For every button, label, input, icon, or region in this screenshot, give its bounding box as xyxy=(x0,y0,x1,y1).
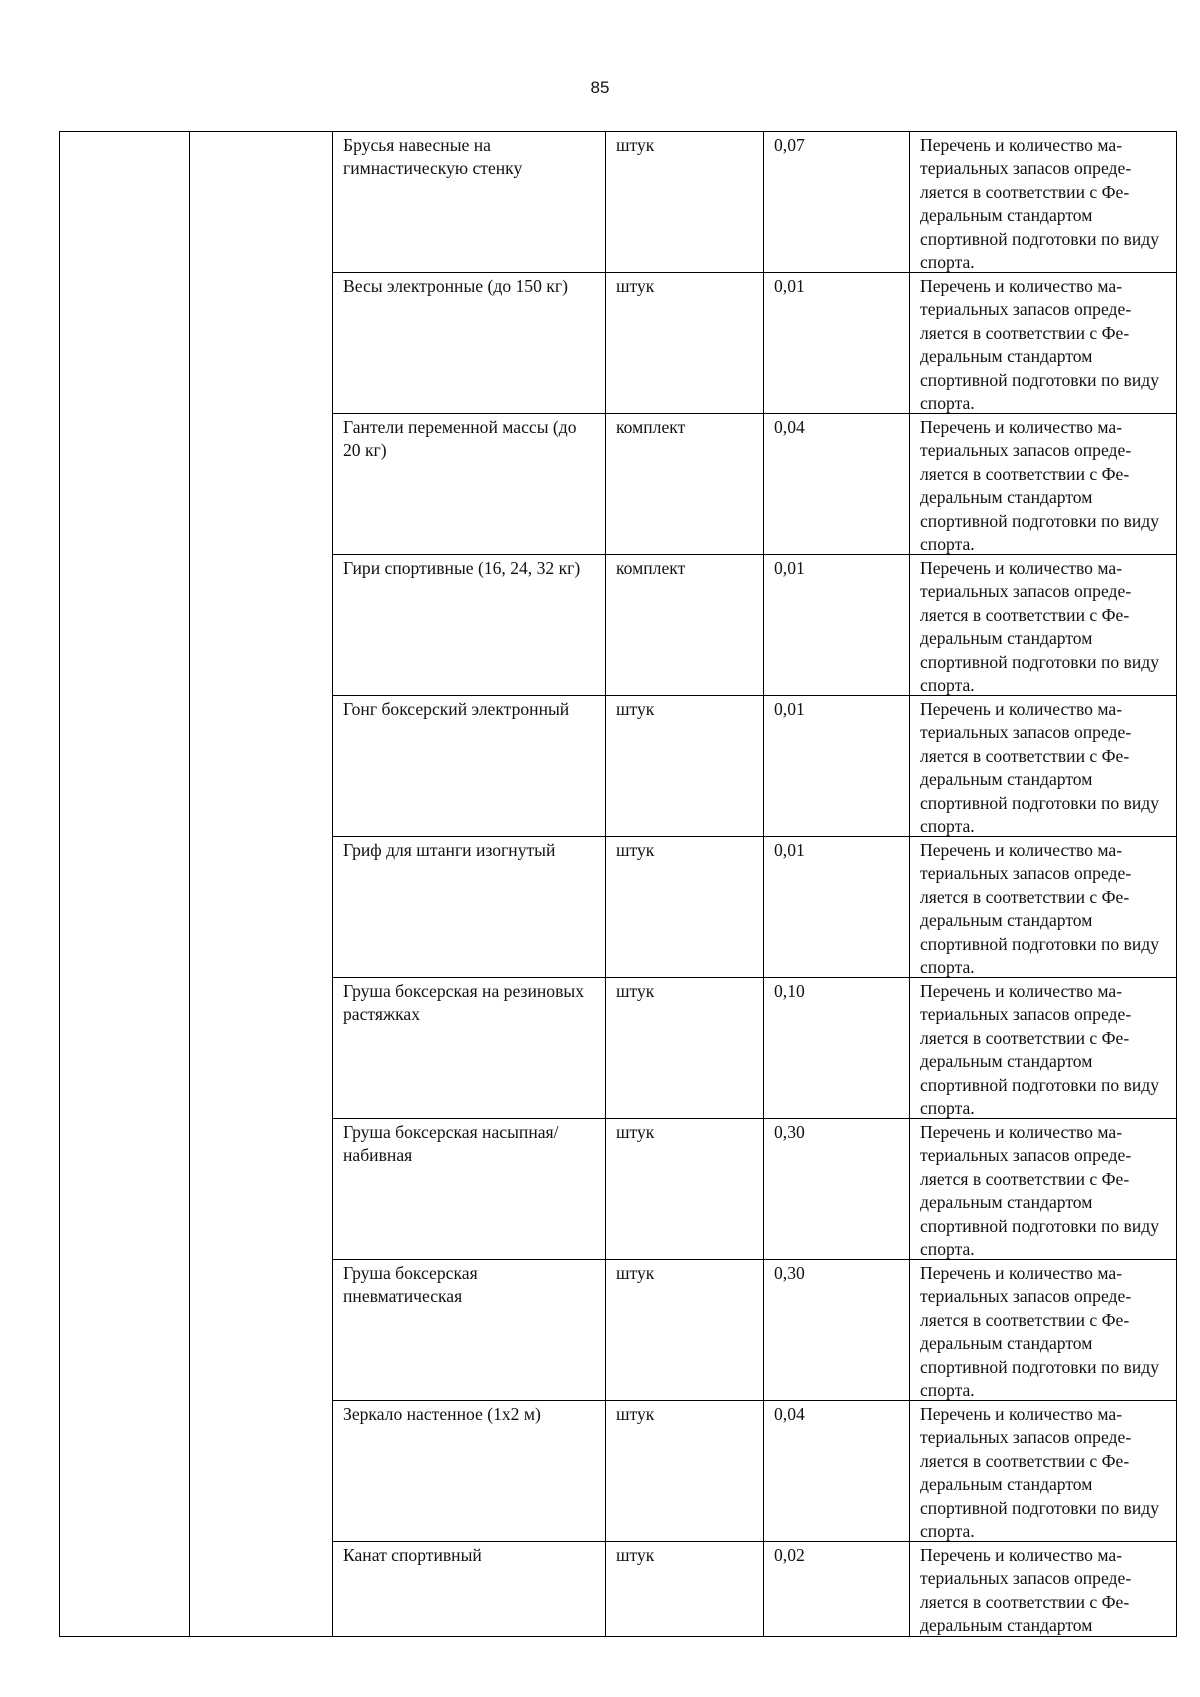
note-text: Перечень и количество ма-териальных запасов опреде-ляется в соответствии с Фе-деральным стандартом спортивной подготовки по виду спорта. xyxy=(920,699,1160,836)
note-text: Перечень и количество ма-териальных запасов опреде-ляется в соответствии с Фе-деральным стандартом спортивной подготовки по виду спорта. xyxy=(920,417,1160,554)
blank-col-2 xyxy=(190,132,333,1637)
unit-cell: штук xyxy=(606,273,764,414)
note-cell xyxy=(910,1119,1177,1260)
quantity-cell: 0,02 xyxy=(764,1542,910,1637)
item-name-cell: Гантели переменной массы (до 20 кг) xyxy=(333,414,606,555)
unit-cell: штук xyxy=(606,1401,764,1542)
unit-cell: штук xyxy=(606,696,764,837)
note-cell xyxy=(910,555,1177,696)
note-cell xyxy=(910,1542,1177,1637)
note-text: Перечень и количество ма-териальных запасов опреде-ляется в соответствии с Фе-деральным стандартом спортивной подготовки по виду спорта. xyxy=(920,558,1160,695)
unit-cell: комплект xyxy=(606,555,764,696)
quantity-cell: 0,01 xyxy=(764,696,910,837)
unit-cell: комплект xyxy=(606,414,764,555)
item-name-cell: Груша боксерская насыпная/набивная xyxy=(333,1119,606,1260)
item-name-cell: Гири спортивные (16, 24, 32 кг) xyxy=(333,555,606,696)
quantity-cell: 0,30 xyxy=(764,1119,910,1260)
note-text: Перечень и количество ма-териальных запасов опреде-ляется в соответствии с Фе-деральным стандартом спортивной подготовки по виду спорта. xyxy=(920,840,1160,977)
note-cell xyxy=(910,1260,1177,1401)
note-cell xyxy=(910,978,1177,1119)
item-name-cell: Груша боксерская на резиновых растяжках xyxy=(333,978,606,1119)
quantity-cell: 0,04 xyxy=(764,1401,910,1542)
quantity-cell: 0,01 xyxy=(764,837,910,978)
item-name-cell: Весы электронные (до 150 кг) xyxy=(333,273,606,414)
unit-cell: штук xyxy=(606,978,764,1119)
unit-cell: штук xyxy=(606,132,764,273)
unit-cell: штук xyxy=(606,1542,764,1637)
item-name-cell: Гриф для штанги изогнутый xyxy=(333,837,606,978)
item-name-cell: Канат спортивный xyxy=(333,1542,606,1637)
blank-col-1 xyxy=(60,132,190,1637)
note-text: Перечень и количество ма-териальных запасов опреде-ляется в соответствии с Фе-деральным стандартом спортивной подготовки по виду спорта. xyxy=(920,1263,1160,1400)
unit-cell: штук xyxy=(606,1119,764,1260)
item-name-cell: Гонг боксерский электронный xyxy=(333,696,606,837)
note-text: Перечень и количество ма-териальных запасов опреде-ляется в соответствии с Фе-деральным стандартом спортивной подготовки по виду спорта. xyxy=(920,276,1160,413)
note-cell xyxy=(910,1401,1177,1542)
page-number: 85 xyxy=(590,78,610,97)
quantity-cell: 0,01 xyxy=(764,273,910,414)
quantity-cell: 0,04 xyxy=(764,414,910,555)
item-name-cell: Брусья навесные на гимнастическую стенку xyxy=(333,132,606,273)
note-text: Перечень и количество ма-териальных запасов опреде-ляется в соответствии с Фе-деральным стандартом xyxy=(920,1545,1132,1636)
quantity-cell: 0,30 xyxy=(764,1260,910,1401)
unit-cell: штук xyxy=(606,837,764,978)
equipment-table xyxy=(59,131,1177,1637)
note-cell xyxy=(910,414,1177,555)
quantity-cell: 0,07 xyxy=(764,132,910,273)
note-cell xyxy=(910,273,1177,414)
note-cell xyxy=(910,132,1177,273)
note-text: Перечень и количество ма-териальных запасов опреде-ляется в соответствии с Фе-деральным стандартом спортивной подготовки по виду спорта. xyxy=(920,135,1160,272)
item-name-cell: Зеркало настенное (1x2 м) xyxy=(333,1401,606,1542)
quantity-cell: 0,01 xyxy=(764,555,910,696)
note-text: Перечень и количество ма-териальных запасов опреде-ляется в соответствии с Фе-деральным стандартом спортивной подготовки по виду спорта. xyxy=(920,1122,1160,1259)
quantity-cell: 0,10 xyxy=(764,978,910,1119)
unit-cell: штук xyxy=(606,1260,764,1401)
table-row xyxy=(60,132,1177,273)
item-name-cell: Груша боксерская пневматическая xyxy=(333,1260,606,1401)
note-text: Перечень и количество ма-териальных запасов опреде-ляется в соответствии с Фе-деральным стандартом спортивной подготовки по виду спорта. xyxy=(920,1404,1160,1541)
note-cell xyxy=(910,696,1177,837)
note-cell xyxy=(910,837,1177,978)
note-text: Перечень и количество ма-териальных запасов опреде-ляется в соответствии с Фе-деральным стандартом спортивной подготовки по виду спорта. xyxy=(920,981,1160,1118)
